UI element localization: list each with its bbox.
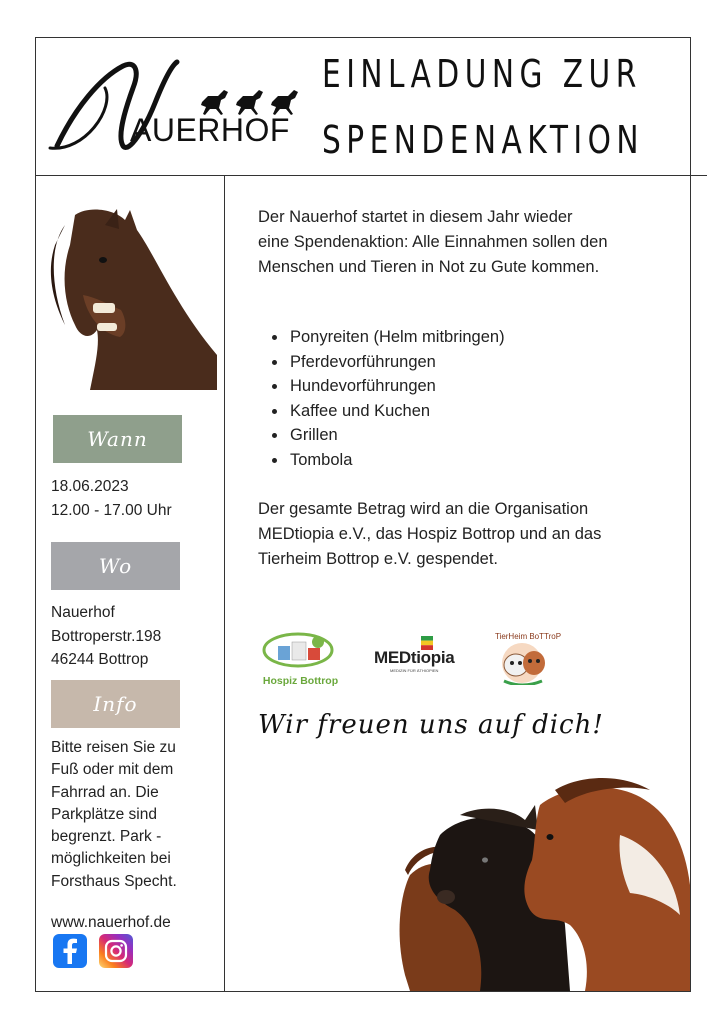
wo-label: Wo (51, 542, 180, 590)
event-list (270, 325, 505, 472)
address-street: Bottroperstr.198 (51, 627, 162, 645)
info-line: Forsthaus Specht. (51, 872, 177, 890)
medtiopia-logo-text: MEDtiopia (374, 648, 455, 667)
medtiopia-logo (374, 636, 460, 676)
wann-label: Wann (53, 415, 182, 463)
instagram-icon[interactable] (99, 934, 133, 968)
hospiz-logo-text: Hospiz Bottrop (262, 675, 339, 687)
address-city: 46244 Bottrop (51, 651, 149, 668)
three-horses-image (390, 775, 690, 991)
where-details (51, 601, 161, 672)
page-title-line1: EINLADUNG ZUR (322, 52, 642, 96)
donation-paragraph: Der gesamte Betrag wird an die Organisation MEDtiopia e.V., das Hospiz Bottrop und an das Tierheim Bottrop e.V. gespendet. (258, 500, 602, 568)
info-label: Info (51, 680, 180, 728)
list-item: • Kaffee und Kuchen (288, 399, 505, 424)
event-date: 18.06.2023 (51, 478, 129, 495)
info-line: möglichkeiten bei (51, 850, 171, 868)
header-divider (35, 175, 707, 176)
when-details (51, 475, 172, 522)
hospiz-house-icon (258, 628, 343, 668)
tierheim-logo-text: TierHeim BoTTroP (494, 632, 562, 641)
tierheim-bottrop-logo (490, 632, 566, 686)
website-link[interactable]: www.nauerhof.de (51, 914, 171, 931)
list-item: • Tombola (288, 448, 505, 473)
facebook-icon[interactable] (53, 934, 87, 968)
list-item: • Grillen (288, 423, 505, 448)
dog-and-cat-icon (490, 641, 566, 685)
hospiz-bottrop-logo (258, 628, 343, 686)
closing-message: Wir freuen uns auf dich! (258, 710, 604, 740)
medtiopia-logo-subtitle: MEDIZIN FÜR ÄTHIOPIEN (390, 668, 439, 673)
logo-wordmark: AUERHOF (130, 112, 290, 148)
page-title-line2: SPENDENAKTION (322, 118, 645, 162)
laughing-horse-image (45, 205, 217, 390)
list-item: • Hundevorführungen (288, 374, 505, 399)
info-line: Bitte reisen Sie zu (51, 739, 176, 756)
column-divider (224, 175, 225, 992)
event-time: 12.00 - 17.00 Uhr (51, 501, 172, 519)
info-line: begrenzt. Park - (51, 828, 162, 846)
info-line: Fuß oder mit dem (51, 761, 174, 779)
address-name: Nauerhof (51, 604, 115, 621)
list-item: • Ponyreiten (Helm mitbringen) (288, 325, 505, 350)
info-line: Parkplätze sind (51, 805, 157, 823)
list-item: • Pferdevorführungen (288, 350, 505, 375)
intro-paragraph: Der Nauerhof startet in diesem Jahr wieder eine Spendenaktion: Alle Einnahmen sollen den Menschen und Tieren in Not zu Gute kommen. (258, 208, 608, 276)
info-details (51, 737, 177, 893)
info-line: Fahrrad an. Die (51, 783, 159, 801)
